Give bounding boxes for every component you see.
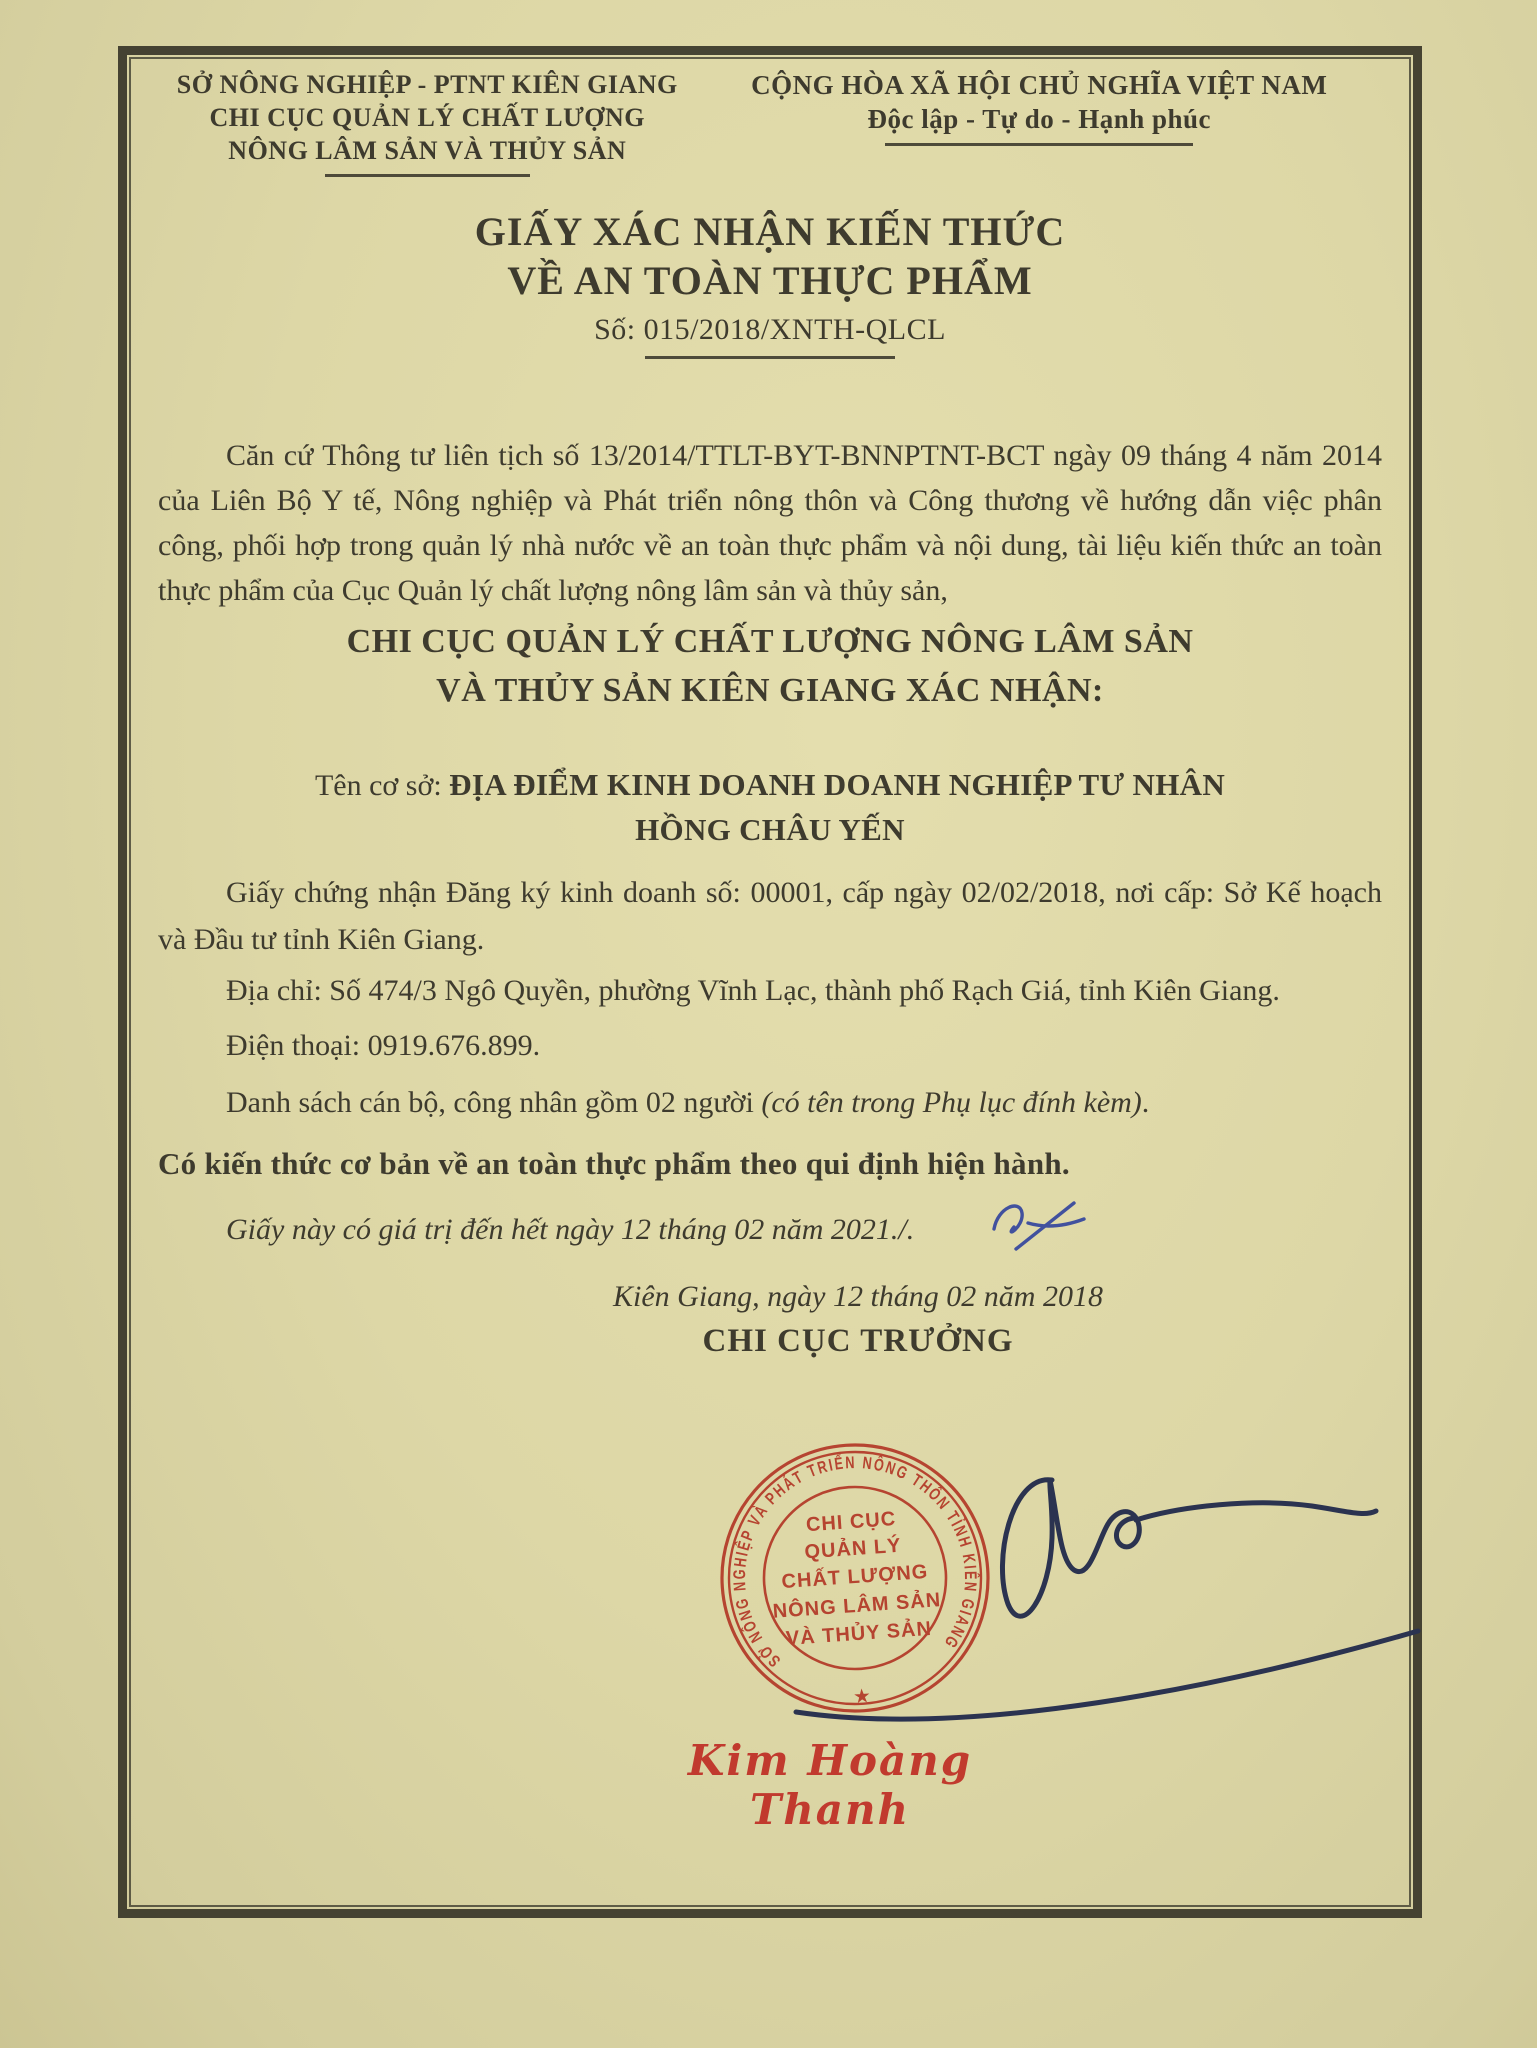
agency-name-line1: CHI CỤC QUẢN LÝ CHẤT LƯỢNG xyxy=(209,103,646,132)
certify-heading-line2: VÀ THỦY SẢN KIÊN GIANG XÁC NHẬN: xyxy=(436,672,1104,709)
staff-text: Danh sách cán bộ, công nhân gồm 02 người xyxy=(226,1086,762,1119)
stamp-ring-text: SỞ NÔNG NGHIỆP VÀ PHÁT TRIỂN NÔNG THÔN TỈNH KIÊN GIANG xyxy=(729,1452,981,1671)
business-name-block xyxy=(158,763,1382,853)
stamp-center-line1: CHI CỤC xyxy=(805,1508,897,1537)
agency-parent-name: SỞ NÔNG NGHIỆP - PTNT KIÊN GIANG xyxy=(176,70,678,99)
business-name-line2: HỒNG CHÂU YẾN xyxy=(635,812,905,847)
motto-underline xyxy=(885,143,1193,146)
national-motto: Độc lập - Tự do - Hạnh phúc xyxy=(867,104,1212,134)
signer-title: CHI CỤC TRƯỞNG xyxy=(702,1323,1014,1359)
place-and-date: Kiên Giang, ngày 12 tháng 02 năm 2018 xyxy=(613,1280,1103,1313)
staff-paragraph: Danh sách cán bộ, công nhân gồm 02 người (có tên trong Phụ lục đính kèm). xyxy=(226,1086,1150,1119)
certificate-content xyxy=(128,52,1412,1364)
business-name-label: Tên cơ sở: xyxy=(314,769,450,802)
blue-ink-initial xyxy=(918,1195,1090,1268)
document-number-underline xyxy=(645,356,895,359)
national-motto-block xyxy=(697,68,1382,177)
handwritten-signature xyxy=(700,1420,1430,1730)
signature-block xyxy=(568,1276,1148,1364)
certify-heading-line1: CHI CỤC QUẢN LÝ CHẤT LƯỢNG NÔNG LÂM SẢN xyxy=(346,623,1194,660)
stamp-center-line2: QUẢN LÝ xyxy=(803,1534,903,1564)
document-header xyxy=(158,68,1382,177)
signer-name-red-script: Kim Hoàng Thanh xyxy=(687,1736,973,1834)
certify-heading xyxy=(158,617,1382,715)
national-title: CỘNG HÒA XÃ HỘI CHỦ NGHĨA VIỆT NAM xyxy=(751,70,1328,100)
agency-name-line2: NÔNG LÂM SẢN VÀ THỦY SẢN xyxy=(228,136,627,165)
title-line2: VỀ AN TOÀN THỰC PHẨM xyxy=(507,258,1033,303)
issuing-agency-block xyxy=(158,68,697,177)
stamp-star-icon: ★ xyxy=(853,1686,873,1707)
document-title xyxy=(158,207,1382,305)
business-name-value: ĐỊA ĐIỂM KINH DOANH DOANH NGHIỆP TƯ NHÂN xyxy=(449,767,1226,802)
validity-line: Giấy này có giá trị đến hết ngày 12 tháng 02 năm 2021./. xyxy=(158,1195,1382,1268)
phone-paragraph: Điện thoại: 0919.676.899. xyxy=(226,1029,541,1062)
business-name-line1 xyxy=(158,763,1382,808)
document-number: Số: 015/2018/XNTH-QLCL xyxy=(594,313,946,346)
address-paragraph: Địa chỉ: Số 474/3 Ngô Quyền, phường Vĩnh Lạc, thành phố Rạch Giá, tỉnh Kiên Giang. xyxy=(226,974,1280,1007)
staff-annex-note: (có tên trong Phụ lục đính kèm) xyxy=(761,1086,1142,1119)
legal-basis-paragraph: Căn cứ Thông tư liên tịch số 13/2014/TTLT-BYT-BNNPTNT-BCT ngày 09 tháng 4 năm 2014 của Liên Bộ Y tế, Nông nghiệp và Phát triển nông thôn và Công thương về hướng dẫn việc phân công, phối hợp trong quản lý nhà nước về an toàn thực phẩm và nội dung, tài liệu kiến thức an toàn thực phẩm của Cục Quản lý chất lượng nông lâm sản và thủy sản, xyxy=(158,439,1382,607)
stamp-center-line3: CHẤT LƯỢNG xyxy=(780,1560,930,1594)
stamp-center-line4: NÔNG LÂM SẢN xyxy=(772,1589,942,1623)
knowledge-statement: Có kiến thức cơ bản về an toàn thực phẩm theo qui định hiện hành. xyxy=(158,1146,1070,1181)
agency-underline xyxy=(325,174,530,177)
stamp-center-line5: VÀ THỦY SẢN xyxy=(785,1617,933,1650)
title-line1: GIẤY XÁC NHẬN KIẾN THỨC xyxy=(474,209,1066,254)
registration-paragraph: Giấy chứng nhận Đăng ký kinh doanh số: 00001, cấp ngày 02/02/2018, nơi cấp: Sở Kế hoạch và Đầu tư tỉnh Kiên Giang. xyxy=(158,876,1382,956)
